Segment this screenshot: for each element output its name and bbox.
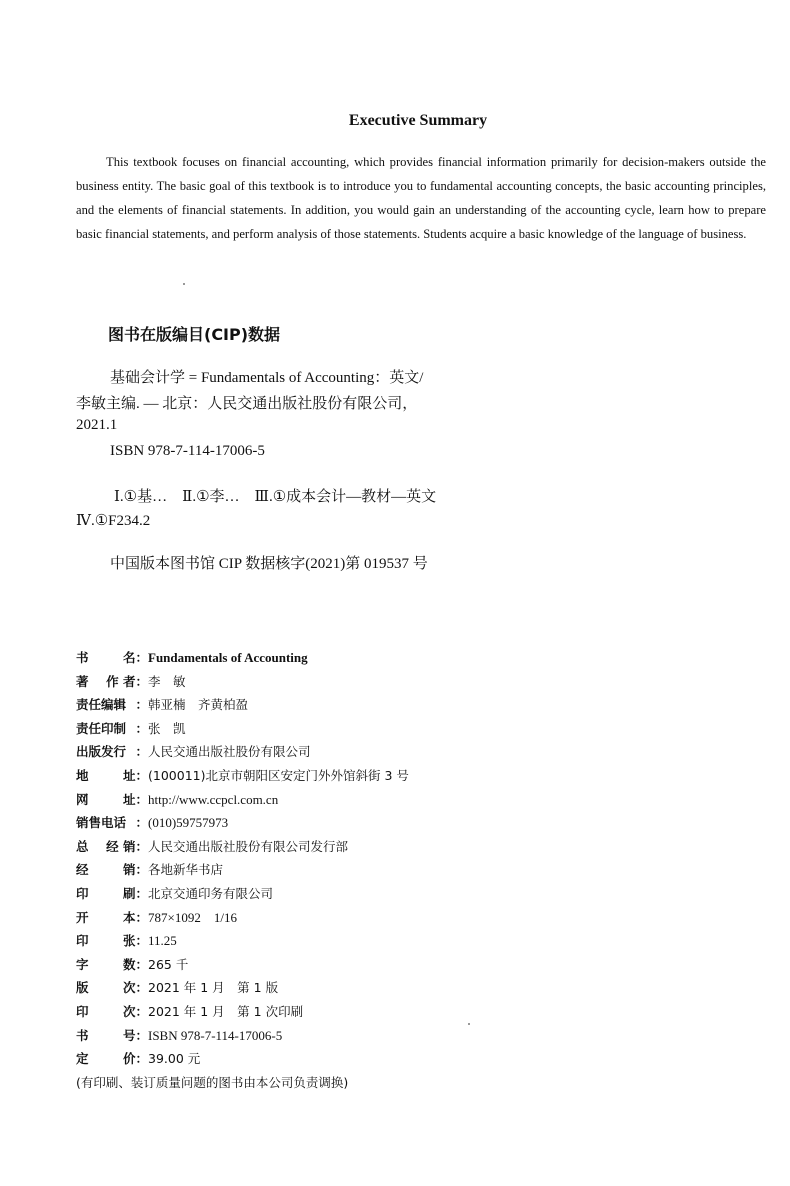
colophon-value: Fundamentals of Accounting	[148, 650, 308, 665]
colophon-value: 各地新华书店	[148, 862, 224, 878]
colophon-row-sheets	[76, 929, 409, 953]
colophon-label: 销售电话 ：	[76, 815, 148, 831]
colophon-row-publisher	[76, 740, 409, 764]
cip-number-line: 中国版本图书馆 CIP 数据核字(2021)第 019537 号	[110, 556, 428, 572]
colophon-row-price	[76, 1047, 409, 1071]
cip-editor-line: 李敏主编. — 北京：人民交通出版社股份有限公司，	[76, 396, 418, 412]
colophon-row-print-manager	[76, 717, 409, 741]
colophon-footer-row	[76, 1071, 409, 1095]
colophon-row-distributor	[76, 858, 409, 882]
colophon-row-website	[76, 788, 409, 812]
colophon-label: 总 经 销：	[76, 838, 148, 854]
colophon-value: 韩亚楠 齐黄柏盈	[148, 697, 249, 713]
colophon-row-printer	[76, 882, 409, 906]
colophon-label: 经 销：	[76, 862, 148, 878]
footer-note: (有印刷、装订质量问题的图书由本公司负责调换)	[76, 1074, 349, 1090]
colophon-value: 李 敏	[148, 673, 186, 689]
colophon-label: 责任印制 ：	[76, 720, 148, 736]
colophon-value: 人民交通出版社股份有限公司	[148, 744, 311, 760]
cip-subjects-line: Ⅰ.①基… Ⅱ.①李… Ⅲ.①成本会计—教材—英文	[114, 489, 437, 505]
colophon-value: ISBN 978-7-114-17006-5	[148, 1027, 283, 1043]
cip-title-line: 基础会计学 = Fundamentals of Accounting：英文/	[110, 370, 424, 386]
summary-title: Executive Summary	[348, 112, 488, 129]
colophon-row-sales-phone	[76, 811, 409, 835]
colophon-value: 2021 年 1 月 第 1 版	[148, 980, 279, 996]
summary-body: This textbook focuses on financial accounting, which provides financial information primarily for decision-makers outside the business entity. The basic goal of this textbook is to introduce you to fundamental accounting concepts, the basic accounting principles, and the elements of financial statements. In addition, you would gain an understanding of the accounting cycle, learn how to prepare basic financial statements, and perform analysis of those statements. Students acquire a basic knowledge of the language of business.	[76, 155, 766, 241]
colophon-label: 印 次：	[76, 1003, 148, 1019]
colophon-row-printing	[76, 1000, 409, 1024]
cip-classification-line: Ⅳ.①F234.2	[76, 513, 151, 529]
colophon-row-title	[76, 646, 409, 670]
colophon-value: 265 千	[148, 956, 189, 972]
cip-heading: 图书在版编目(CIP)数据	[108, 325, 281, 344]
colophon-label: 出版发行 ：	[76, 744, 148, 760]
colophon-row-address	[76, 764, 409, 788]
colophon-row-general-distributor	[76, 835, 409, 859]
scan-speck	[183, 283, 185, 285]
colophon-value: 张 凯	[148, 720, 186, 736]
colophon-label: 版 次：	[76, 980, 148, 996]
colophon-label: 开 本：	[76, 909, 148, 925]
cip-date-line: 2021.1	[76, 417, 118, 433]
colophon-value: 787×1092 1/16	[148, 909, 237, 925]
colophon-label: 责任编辑 ：	[76, 697, 148, 713]
colophon-label: 书 号：	[76, 1027, 148, 1043]
colophon-label: 书 名：	[76, 650, 148, 665]
colophon-value: 人民交通出版社股份有限公司发行部	[148, 838, 349, 854]
colophon-value: 2021 年 1 月 第 1 次印刷	[148, 1003, 304, 1019]
colophon-label: 著 作 者：	[76, 673, 148, 689]
colophon-row-word-count	[76, 953, 409, 977]
colophon-row-format	[76, 906, 409, 930]
scan-speck	[468, 1023, 470, 1025]
colophon-value: http://www.ccpcl.com.cn	[148, 791, 279, 807]
colophon-value: 北京交通印务有限公司	[148, 885, 274, 901]
colophon-row-edition	[76, 976, 409, 1000]
colophon-label: 网 址：	[76, 791, 148, 807]
colophon-value: (010)59757973	[148, 815, 229, 831]
colophon-row-author	[76, 670, 409, 694]
cip-isbn-line: ISBN 978-7-114-17006-5	[110, 443, 265, 459]
colophon-table	[76, 646, 409, 1094]
colophon-value: (100011)北京市朝阳区安定门外外馆斜街 3 号	[148, 767, 409, 783]
colophon-value: 39.00 元	[148, 1051, 201, 1067]
colophon-label: 定 价：	[76, 1051, 148, 1067]
colophon-row-editor	[76, 693, 409, 717]
colophon-label: 印 张：	[76, 933, 148, 949]
colophon-label: 印 刷：	[76, 885, 148, 901]
colophon-label: 字 数：	[76, 956, 148, 972]
colophon-label: 地 址：	[76, 767, 148, 783]
colophon-row-isbn	[76, 1024, 409, 1048]
colophon-value: 11.25	[148, 933, 177, 949]
